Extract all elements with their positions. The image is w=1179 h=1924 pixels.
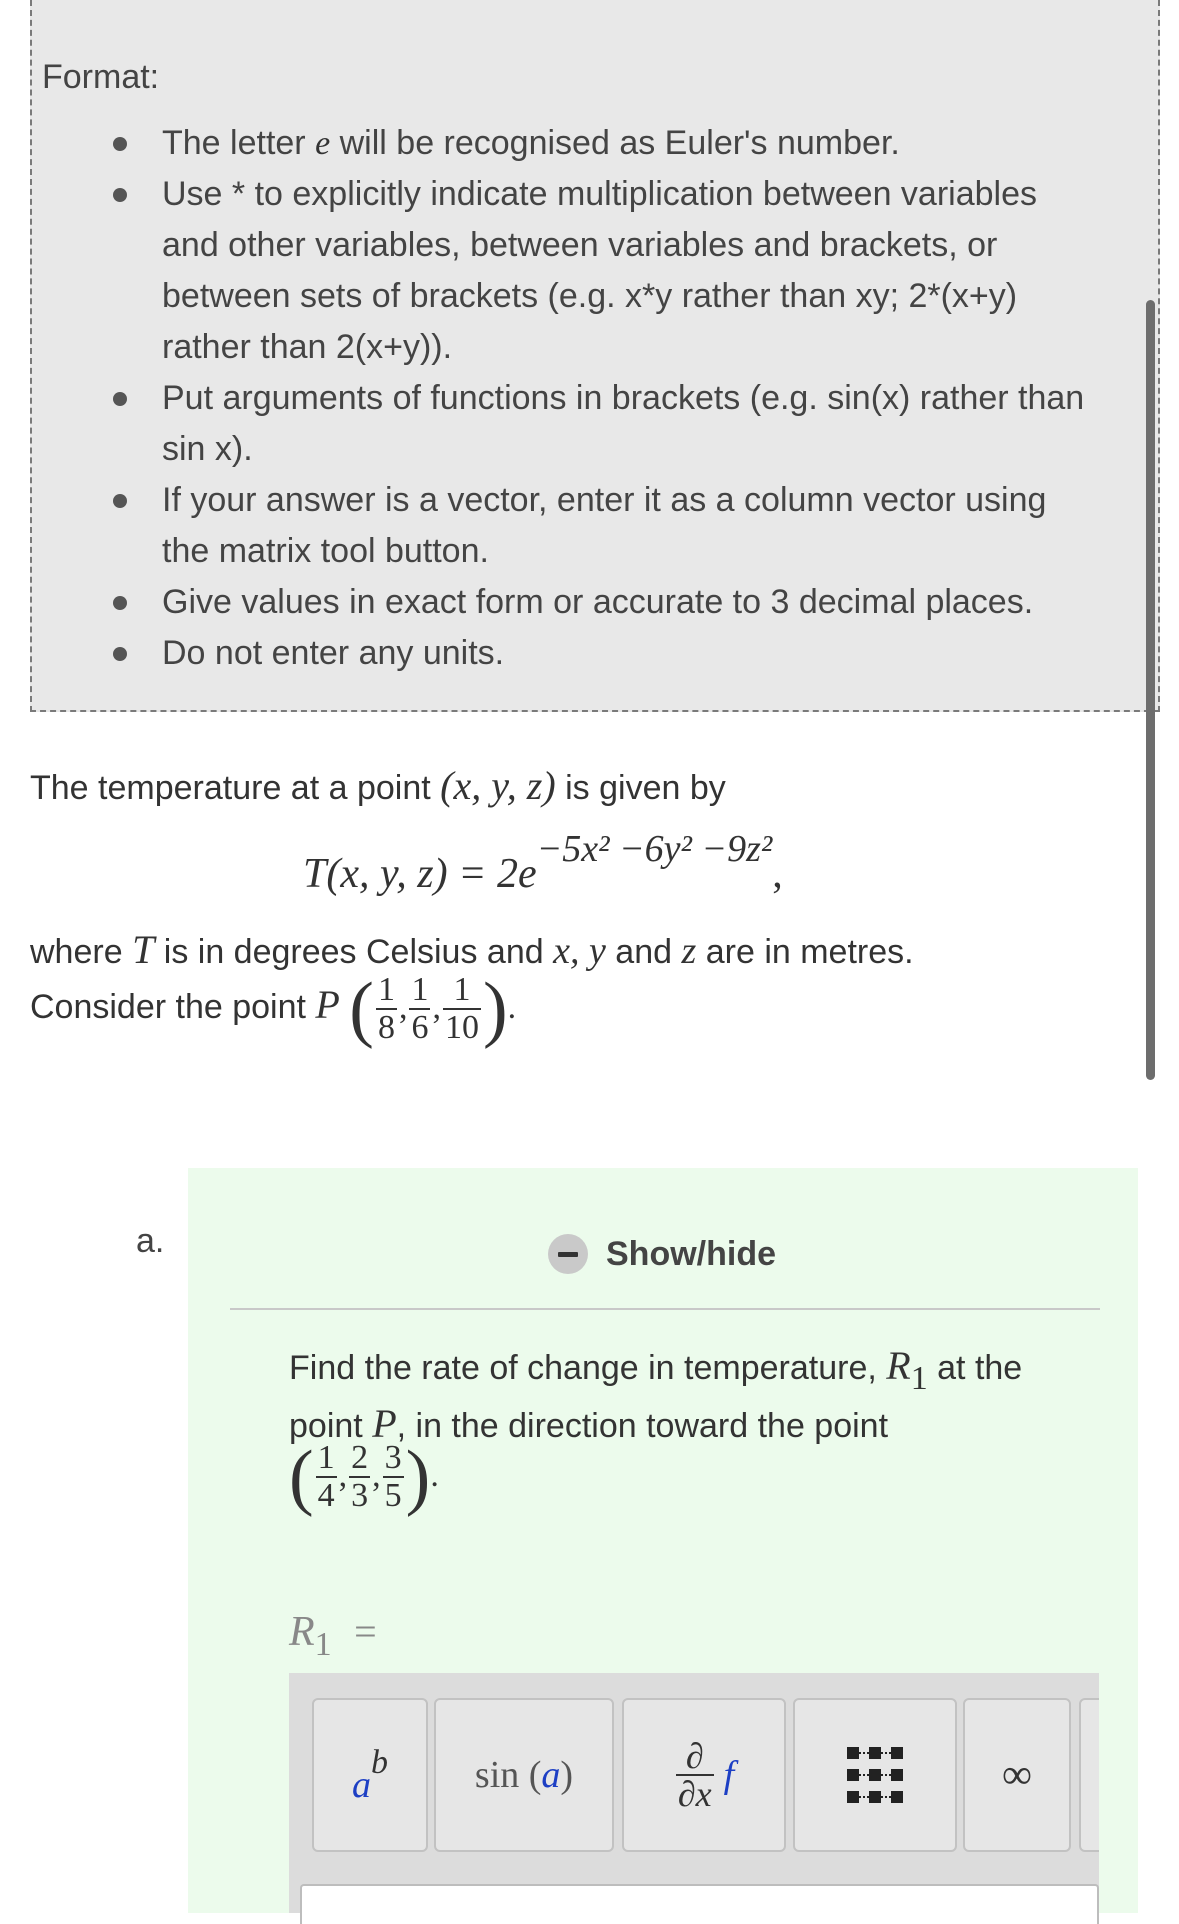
question-units: where T is in degrees Celsius and x, y and z are in metres. (30, 927, 914, 972)
point-z-fraction: $\frac{1}{10}$ (444, 971, 479, 1046)
more-tools-button[interactable] (1079, 1698, 1099, 1852)
format-item-units: Do not enter any units. (42, 628, 1102, 679)
temperature-formula: T(x, y, z) = 2e−5x² −6y² −9z², (303, 828, 783, 897)
part-a-question-line-1: Find the rate of change in temperature, R1 at the (289, 1343, 1023, 1397)
format-item-multiplication: Use * to explicitly indicate multiplication between variables and other variables, between variables and brackets, or between sets of brackets (e.g. x*y rather than xy; 2*(x+y) rather than 2(x+y)). (42, 169, 1102, 373)
target-y-fraction: $\frac{2}{3}$ (351, 1439, 369, 1514)
math-input-toolbar (289, 1673, 1099, 1913)
matrix-grid-icon (845, 1745, 905, 1805)
minus-circle-icon[interactable] (548, 1234, 588, 1274)
format-item-vector: If your answer is a vector, enter it as a column vector using the matrix tool button. (42, 475, 1102, 577)
point-x-fraction: $\frac{1}{8}$ (377, 971, 395, 1046)
show-hide-label[interactable]: Show/hide (606, 1234, 776, 1273)
target-x-fraction: $\frac{1}{4}$ (317, 1439, 335, 1514)
format-title: Format: (42, 58, 160, 96)
part-a-question-line-2: point P, in the direction toward the point (289, 1401, 889, 1446)
scrollbar-thumb[interactable] (1146, 300, 1155, 1080)
power-button[interactable]: a b (312, 1698, 428, 1852)
panel-divider (230, 1308, 1100, 1310)
sine-function-button[interactable]: sin (a) (434, 1698, 614, 1852)
target-z-fraction: $\frac{3}{5}$ (384, 1439, 402, 1514)
answer-input-field[interactable] (300, 1884, 1099, 1924)
part-a-target-point: ( $\frac{1}{4}$ , $\frac{2}{3}$ , $\frac{3}{5}$ ). (289, 1436, 439, 1518)
format-list (42, 118, 1102, 679)
point-y-fraction: $\frac{1}{6}$ (411, 971, 429, 1046)
show-hide-toggle[interactable] (548, 1234, 776, 1274)
infinity-button[interactable]: ∞ (963, 1698, 1071, 1852)
answer-label: R1 = (289, 1609, 377, 1663)
format-item-precision: Give values in exact form or accurate to 3 decimal places. (42, 577, 1102, 628)
part-a-label: a. (136, 1222, 165, 1260)
question-intro: The temperature at a point (x, y, z) is given by (30, 763, 726, 808)
partial-derivative-button[interactable]: $\frac{\partial}{\partial x}$ f (622, 1698, 786, 1852)
matrix-button[interactable] (793, 1698, 957, 1852)
format-item-brackets: Put arguments of functions in brackets (e.g. sin(x) rather than sin x). (42, 373, 1102, 475)
question-point: Consider the point P ( $\frac{1}{8}$ , $\frac{1}{6}$ , $\frac{1}{10}$ ). (30, 968, 517, 1050)
format-item-euler: The letter e will be recognised as Euler's number. (42, 118, 1102, 169)
